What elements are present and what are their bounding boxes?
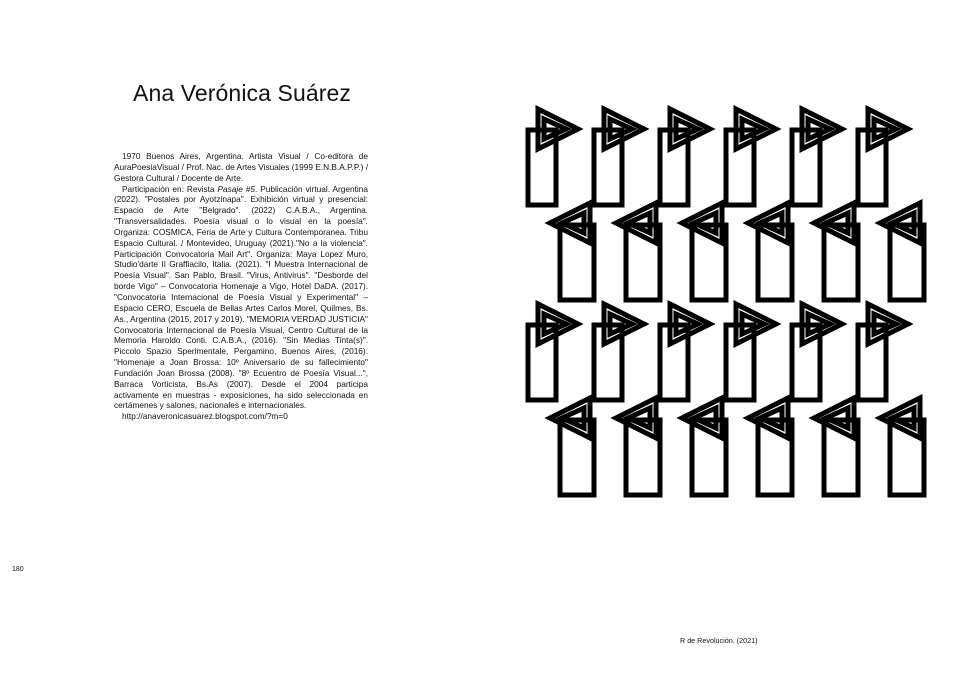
bio-publication-title: Pasaje #5 <box>217 183 255 194</box>
r-glyph-lower <box>682 398 726 495</box>
page-number: 180 <box>12 566 24 573</box>
r-glyph-lower <box>880 203 924 300</box>
page-title: Ana Verónica Suárez <box>133 80 351 106</box>
artwork-caption: R de Revolución. (2021) <box>680 636 758 645</box>
r-glyph-lower <box>814 398 858 495</box>
r-glyph-lower <box>748 398 792 495</box>
r-glyph-upper <box>858 109 908 205</box>
r-glyph-lower <box>550 398 594 495</box>
r-glyph-lower <box>616 398 660 495</box>
r-glyph-upper <box>660 304 710 400</box>
bio-paragraph-participation <box>114 184 368 412</box>
r-glyph-upper <box>792 109 842 205</box>
r-glyph-upper <box>528 109 578 205</box>
r-glyph-lower <box>616 203 660 300</box>
r-glyph-upper <box>858 304 908 400</box>
bio-participation-text: . Publicación virtual. Argentina (2022). "Postales por Ayotzinapa". Exhibición virtual y presencial: Espacio de Arte "Belgrado". (2022) C.A.B.A., Argentina. "Transversalidades. Poesía visual o lo visual en la poesía". Organiza: COSMICA, Feria de Arte y Cultura Contemporanea. Tribu Espacio Cultural. / Montevideo, Uruguay (2021)."No a la violencia". Participación Convocatoria Mail Art". Organiza: Maya Lopez Muro, Studio'darte Il Graffiacilo, Italia. (2021). "I Muestra Internacional de Poesía Visual". San Pablo, Brasil. "Virus, Antivirus". "Desborde del borde Vigo" – Convocatoria Homenaje a Vigo, Hotel DaDA. (2017). "Convocatoria Internacional de Poesía Visual y Experimental" – Espacio CERO, Escuela de Bellas Artes Carlos Morel, Quilmes, Bs. As., Argentina (2015, 2017 y 2019). "MEMORIA VERDAD JUSTICIA" Convocatoria Internacional de Poesía Visual, Centro Cultural de la Memoria Haroldo Conti. C.A.B.A., (2016). "Sin Medias Tinta(s)". Piccolo Spazio Sperimentale, Pergamino, Buenos Aires, (2016). "Homenaje a Joan Brossa: 10º Aniversario de su fallecimiento" Fundación Joan Brossa (2008). "8º Ecuentro de Poesía Visual...", Barraca Vorticista, Bs.As (2007). Desde el 2004 participa activamente en muestras - exposiciones, ha sido seleccionada en certámenes y salones, nacionales e internacionales. <box>114 183 368 411</box>
bio-participation-lead: Participación en: Revista <box>122 183 218 194</box>
r-glyph-lower <box>814 203 858 300</box>
r-glyph-lower <box>682 203 726 300</box>
r-glyph-lower <box>550 203 594 300</box>
r-glyph-upper <box>792 304 842 400</box>
r-glyph-upper <box>726 304 776 400</box>
r-glyph-upper <box>528 304 578 400</box>
artist-biography <box>114 151 368 422</box>
r-glyph-upper <box>594 304 644 400</box>
bio-paragraph-intro: 1970 Buenos Aires, Argentina. Artista Visual / Co-editora de AuraPoesiaVisual / Prof. Nac. de Artes Visuales (1999 E.N.B.A.P.P.) / Gestora Cultural / Docente de Arte. <box>114 151 368 183</box>
r-glyph-upper <box>660 109 710 205</box>
bio-blog-link[interactable]: http://anaveronicasuarez.blogspot.com/?m=0 <box>122 411 288 422</box>
r-glyph-upper <box>594 109 644 205</box>
r-glyph-lower <box>880 398 924 495</box>
artwork-r-pattern <box>515 95 935 505</box>
r-glyph-upper <box>726 109 776 205</box>
r-glyph-lower <box>748 203 792 300</box>
